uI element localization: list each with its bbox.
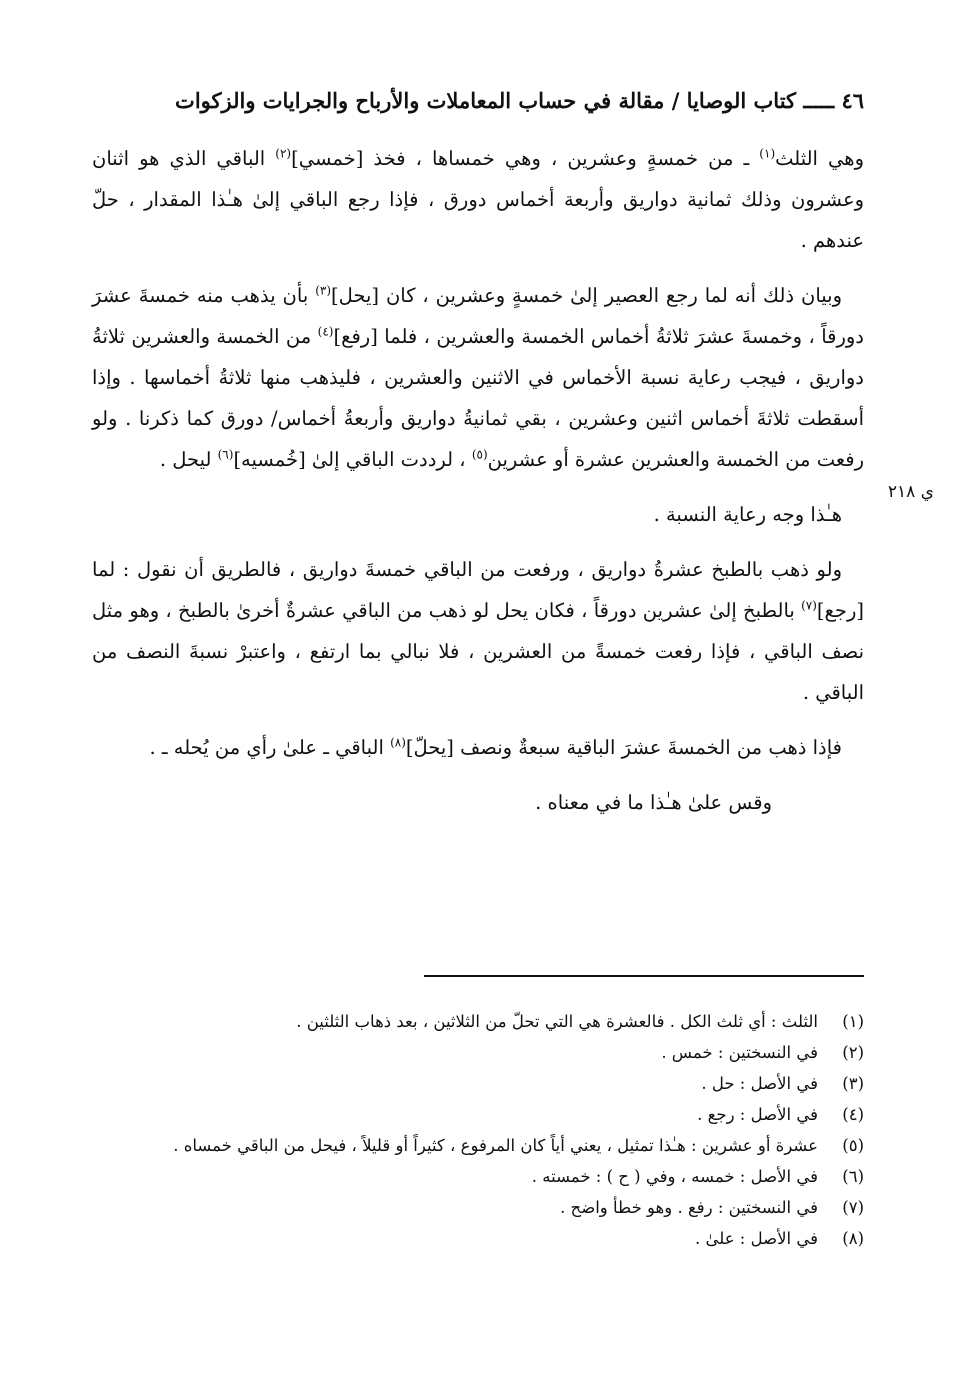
footnote-item bbox=[92, 1225, 864, 1253]
footnote-number: (٣) bbox=[842, 1074, 864, 1093]
paragraph-text: ولو ذهب بالطبخ عشرةُ دواريق ، ورفعت من الباقي خمسةَ دواريق ، فالطريق أن نقول : لما [رجع] bbox=[92, 558, 864, 622]
paragraph bbox=[92, 782, 864, 823]
footnote-item bbox=[92, 1101, 864, 1129]
paragraph bbox=[92, 727, 864, 768]
footnote-text: في الأصل : رجع . bbox=[697, 1105, 818, 1124]
footnote-number: (٦) bbox=[842, 1167, 864, 1186]
footnote-item bbox=[92, 1070, 864, 1098]
footnote-marker: (٢) bbox=[275, 146, 292, 161]
paragraph-text: الباقي الذي هو اثنان وعشرون وذلك ثمانية دواريق وأربعة أخماس دورق ، فإذا رجع الباقي إلىٰ هـٰذا المقدار ، حلّ عندهم . bbox=[92, 147, 864, 252]
paragraph-text: ليحل . bbox=[159, 448, 218, 471]
footnote-marker: (٨) bbox=[390, 735, 406, 750]
paragraph-text: ، لرددت الباقي إلىٰ [خُمسيه] bbox=[233, 448, 472, 471]
footnote-text: في الأصل : خمسه ، وفي ( ح ) : خمسته . bbox=[531, 1167, 818, 1186]
footnote-text: في الأصل : حل . bbox=[701, 1074, 818, 1093]
paragraph-text: بأن يذهب منه خمسةَ عشرَ دورقاً ، وخمسةَ عشرَ ثلاثةُ أخماس الخمسة والعشرين ، فلما [رفع] bbox=[92, 284, 864, 348]
margin-page-reference: ي ٢١٨ bbox=[887, 482, 934, 502]
footnote-number: (٤) bbox=[842, 1105, 864, 1124]
footnote-item bbox=[92, 1132, 864, 1160]
paragraph-text: الباقي ـ علىٰ رأي من يُحله ـ . bbox=[149, 736, 391, 759]
paragraph-text: فإذا ذهب من الخمسةَ عشرَ الباقية سبعةٌ ونصف [يحلّ] bbox=[405, 736, 842, 759]
footnote-text: عشرة أو عشرين : هـٰذا تمثيل ، يعني أياً كان المرفوع ، كثيراً أو قليلاً ، فيحل من الباقي خمساه . bbox=[173, 1136, 818, 1155]
footnotes bbox=[92, 1008, 864, 1256]
paragraph-text: من الخمسة والعشرين ثلاثةُ دواريق ، فيجب رعاية نسبة الأخماس في الاثنين والعشرين ، فليذهب منها ثلاثةُ أخماسها . وإذا أسقطت ثلاثةَ أخماس اثنين وعشرين ، بقي ثمانيةُ دواريق وأربعةُ أخماس/ دورق كما ذكرنا . ولو رفعت من الخمسة والعشرين عشرة أو عشرين bbox=[92, 325, 864, 471]
paragraph-text: هـٰذا وجه رعاية النسبة . bbox=[653, 503, 842, 526]
footnote-marker: (٣) bbox=[315, 283, 332, 298]
paragraph bbox=[92, 275, 864, 480]
main-text bbox=[92, 138, 864, 837]
paragraph-text: بالطبخ إلىٰ عشرين دورقاً ، فكان يحل لو ذهب من الباقي عشرةٌ أخرىٰ بالطبخ ، وهو مثل نصف الباقي ، فإذا رفعت خمسةً من العشرين ، فلا نبالي بما ارتفع ، واعتبرْ نسبةَ النصف من الباقي . bbox=[92, 599, 864, 704]
footnote-item bbox=[92, 1039, 864, 1067]
running-header bbox=[92, 88, 864, 113]
paragraph bbox=[92, 549, 864, 713]
footnote-text: في النسختين : خمس . bbox=[661, 1043, 818, 1062]
paragraph bbox=[92, 138, 864, 261]
page-number: ٤٦ bbox=[841, 88, 864, 113]
header-dash: ـــــ bbox=[803, 88, 835, 113]
paragraph-text: وقس علىٰ هـٰذا ما في معناه . bbox=[535, 791, 772, 814]
footnote-separator bbox=[424, 975, 864, 977]
footnote-item bbox=[92, 1008, 864, 1036]
footnote-number: (٨) bbox=[842, 1229, 864, 1248]
footnote-number: (١) bbox=[842, 1012, 864, 1031]
footnote-number: (٥) bbox=[842, 1136, 864, 1155]
paragraph bbox=[92, 494, 864, 535]
paragraph-text: ـ من خمسةٍ وعشرين ، وهي خمساها ، فخذ [خمسي] bbox=[291, 147, 760, 170]
footnote-number: (٢) bbox=[842, 1043, 864, 1062]
paragraph-text: وهي الثلث bbox=[775, 147, 865, 170]
footnote-text: الثلث : أي ثلث الكل . فالعشرة هي التي تحلّ من الثلاثين ، بعد ذهاب الثلثين . bbox=[296, 1012, 818, 1031]
header-title: كتاب الوصايا / مقالة في حساب المعاملات والأرباح والجرايات والزكوات bbox=[175, 88, 797, 113]
footnote-marker: (٥) bbox=[471, 447, 488, 462]
footnote-text: في الأصل : علىٰ . bbox=[695, 1229, 818, 1248]
footnote-text: في النسختين : رفع . وهو خطأ واضح . bbox=[560, 1198, 818, 1217]
footnote-item bbox=[92, 1163, 864, 1191]
footnote-item bbox=[92, 1194, 864, 1222]
paragraph-text: وبيان ذلك أنه لما رجع العصير إلىٰ خمسةٍ وعشرين ، كان [يحل] bbox=[331, 284, 843, 307]
footnote-marker: (٦) bbox=[217, 447, 234, 462]
footnote-number: (٧) bbox=[842, 1198, 864, 1217]
footnote-marker: (٧) bbox=[801, 598, 817, 613]
footnote-marker: (٤) bbox=[317, 324, 334, 339]
footnote-marker: (١) bbox=[759, 146, 776, 161]
